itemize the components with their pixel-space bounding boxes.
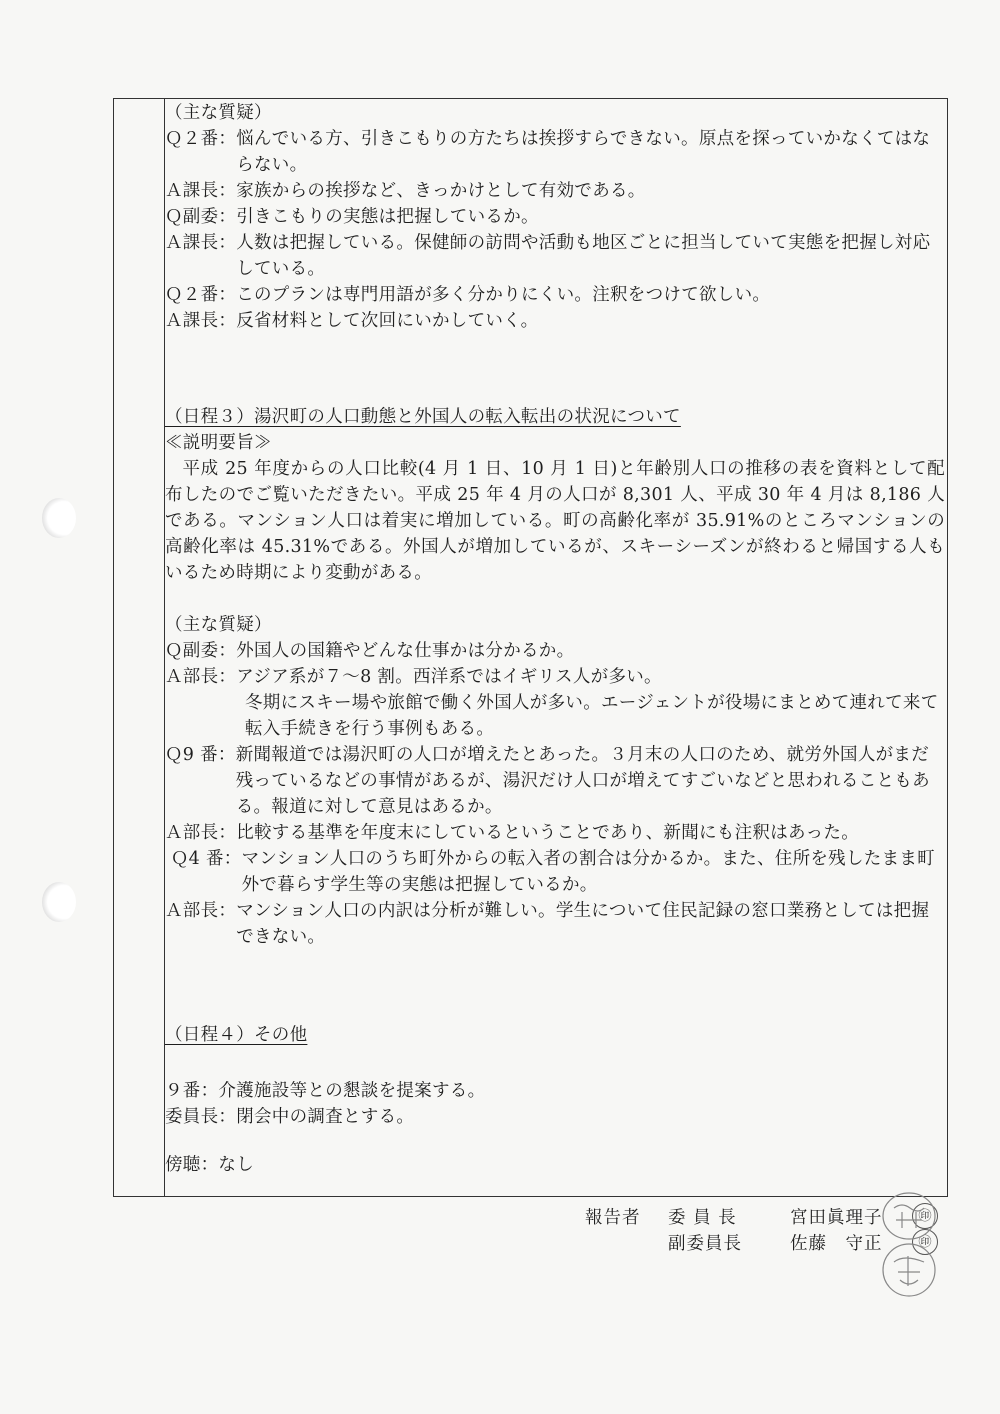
chair-name: 宮田眞理子 [790, 1208, 883, 1228]
qa-label: Ａ課長： [165, 181, 237, 201]
qa-text: 冬期にスキー場や旅館で働く外国人が多い。エージェントが役場にまとめて連れて来て転入手続きを行う事例もある。 [245, 693, 939, 739]
qa-item [165, 282, 945, 308]
qa-item [165, 742, 945, 820]
other-label: 委員長： [165, 1107, 237, 1127]
qa-label: Ｑ２番： [165, 129, 237, 149]
chair-title: 委 員 長 [668, 1208, 737, 1228]
qa-item [165, 178, 945, 204]
qa-item [165, 638, 945, 664]
vice-chair-title: 副委員長 [668, 1234, 742, 1254]
qa-text: 家族からの挨拶など、きっかけとして有効である。 [236, 181, 646, 201]
punch-hole [42, 498, 76, 538]
personal-seal-stamp [880, 1190, 938, 1302]
other-text: 閉会中の調査とする。 [236, 1107, 415, 1127]
qa-label: Ａ課長： [165, 233, 237, 253]
qa-item [165, 308, 945, 334]
qa-text: 外国人の国籍やどんな仕事かは分かるか。 [236, 641, 575, 661]
document-body [165, 100, 945, 1178]
qa-list [165, 126, 945, 334]
section-heading-agenda-3: （日程３）湯沢町の人口動態と外国人の転入転出の状況について [165, 407, 681, 427]
qa-title: （主な質疑） [165, 103, 272, 123]
summary-title: ≪説明要旨≫ [165, 433, 272, 453]
qa-item [165, 126, 945, 178]
qa-label: Ａ部長： [165, 667, 237, 687]
other-item [165, 1078, 945, 1104]
qa-item [165, 898, 945, 950]
qa-text: 人数は把握している。保健師の訪問や活動も地区ごとに担当していて実態を把握し対応している。 [236, 233, 931, 279]
other-item [165, 1104, 945, 1130]
qa-text: 引きこもりの実態は把握しているか。 [236, 207, 539, 227]
qa-text: マンション人口のうち町外からの転入者の割合は分かるか。また、住所を残したまま町外で暮らす学生等の実態は把握しているか。 [241, 849, 935, 895]
vice-chair-name: 佐藤 守正 [790, 1234, 883, 1254]
qa-item [165, 230, 945, 282]
qa-label: Ｑ副委： [165, 641, 237, 661]
qa-text: マンション人口の内訳は分析が難しい。学生について住民記録の窓口業務としては把握できない。 [236, 901, 930, 947]
qa-text: アジア系が７～8 割。西洋系ではイギリス人が多い。 [236, 667, 662, 687]
summary-paragraph: 平成 25 年度からの人口比較(4 月 1 日、10 月 1 日)と年齢別人口の推移の表を資料として配布したのでご覧いただきたい。平成 25 年 4 月の人口が 8,301 人、平成 30 年 4 月は 8,186 人である。マンション人口は着実に増加している。町の高齢化率が 35.91%のところマンションの高齢化率は 45.31%である。外国人が増加しているが、スキーシーズンが終わると帰国する人もいるため時期により変動がある。 [165, 459, 945, 583]
qa-item [165, 664, 945, 690]
qa-item [165, 846, 945, 898]
qa-label: Ｑ4 番： [165, 849, 242, 869]
qa-text: 悩んでいる方、引きこもりの方たちは挨拶すらできない。原点を探っていかなくてはならない。 [236, 129, 931, 175]
qa-text: このプランは専門用語が多く分かりにくい。注釈をつけて欲しい。 [236, 285, 771, 305]
qa-item [165, 820, 945, 846]
seal-mark-chair: ㊞ [912, 1203, 938, 1229]
qa-text: 比較する基準を年度末にしているということであり、新聞にも注釈はあった。 [236, 823, 860, 843]
section-heading-agenda-4: （日程４）その他 [165, 1025, 308, 1045]
qa-label: Ｑ副委： [165, 207, 237, 227]
qa-item-continuation [165, 690, 945, 742]
qa-label: Ｑ２番： [165, 285, 237, 305]
qa-label: Ａ部長： [165, 823, 237, 843]
qa-label: Ａ課長： [165, 311, 237, 331]
audience-note: 傍聴：なし [165, 1155, 254, 1175]
punch-hole [42, 882, 76, 922]
qa-label: Ａ部長： [165, 901, 237, 921]
qa-item [165, 204, 945, 230]
seal-mark-vice: ㊞ [912, 1229, 938, 1255]
other-text: 介護施設等との懇談を提案する。 [218, 1081, 486, 1101]
qa-text: 反省材料として次回にいかしていく。 [236, 311, 539, 331]
qa-list [165, 638, 945, 950]
qa-text: 新聞報道では湯沢町の人口が増えたとあった。３月末の人口のため、就労外国人がまだ残っているなどの事情があるが、湯沢だけ人口が増えてすごいなどと思われることもある。報道に対して意見はあるか。 [235, 745, 930, 817]
qa-title: （主な質疑） [165, 615, 272, 635]
other-label: ９番： [165, 1081, 219, 1101]
reporter-label: 報告者 [585, 1208, 641, 1228]
qa-label: Ｑ9 番： [165, 745, 236, 765]
